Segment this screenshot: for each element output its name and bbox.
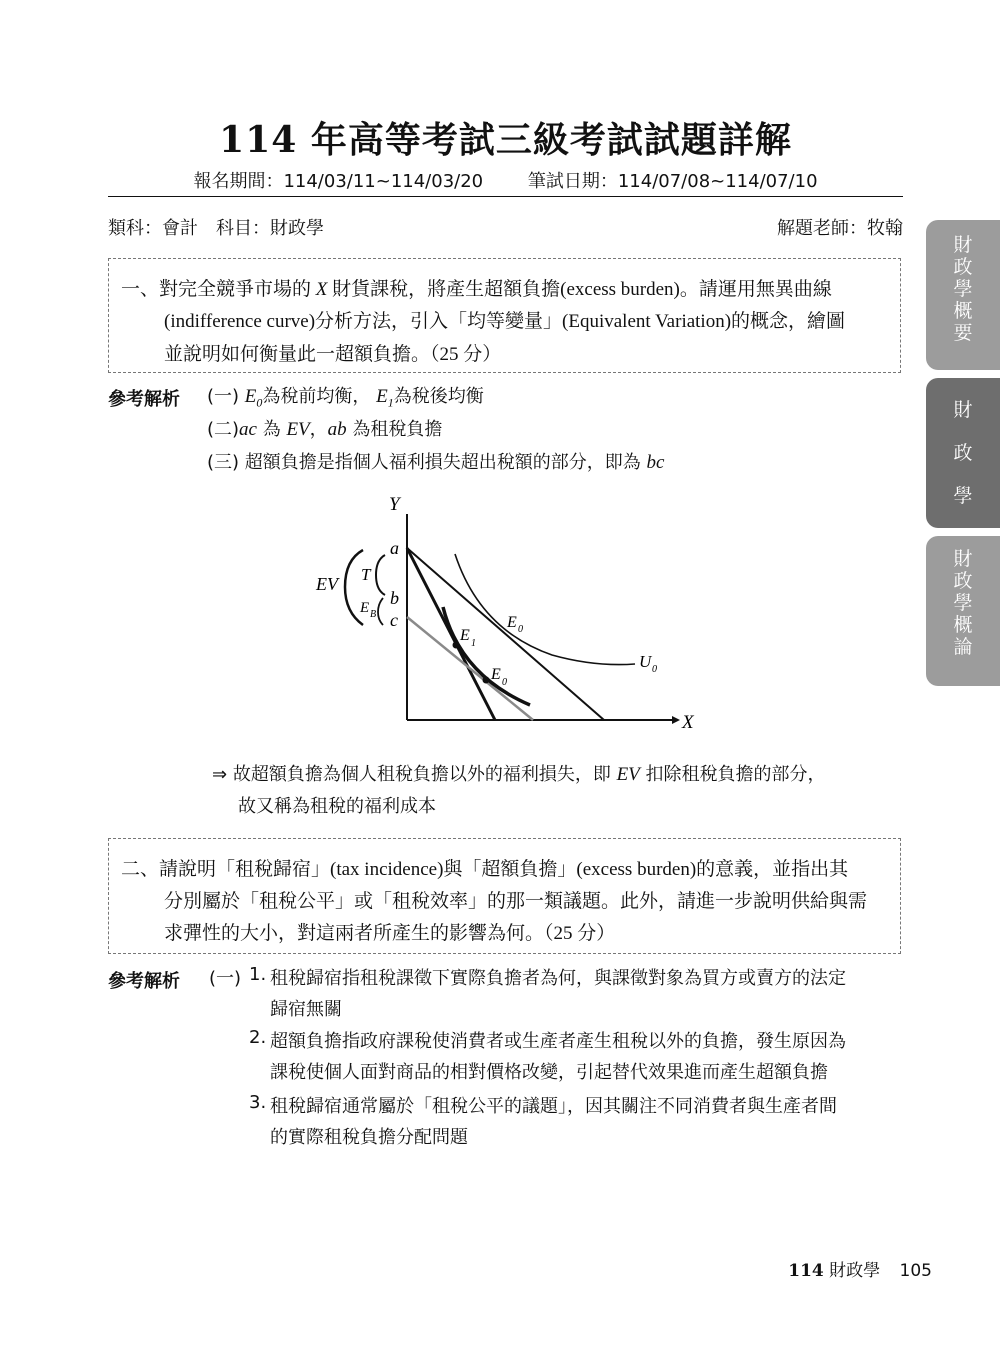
point-a-label: a: [390, 538, 399, 558]
question-1-line-1: 一、對完全競爭市場的 X 財貨課稅，將產生超額負擔(excess burden)。請運用無異曲線: [121, 279, 832, 300]
answer-2-item-1-number: 1.: [249, 964, 267, 985]
answer-2-item-1-line-2: 歸宿無關: [270, 999, 342, 1020]
e0-low-sub-label: 0: [502, 677, 507, 688]
eb-sub-label: B: [370, 609, 377, 620]
x-axis-arrow: [672, 716, 680, 724]
x-axis-label: X: [682, 712, 694, 733]
page-number: 105: [899, 1261, 932, 1281]
e0-low-label: E: [491, 666, 501, 683]
e0-low-point: [483, 677, 490, 684]
answer-1-conclusion-line-1: ⇒ 故超額負擔為個人租稅負擔以外的福利損失，即 EV 扣除租稅負擔的部分，: [212, 764, 826, 785]
answer-2-item-3-line-2: 的實際租稅負擔分配問題: [270, 1127, 468, 1148]
side-tab-char: 學: [953, 592, 973, 614]
answer-1-point-3: (三) 超額負擔是指個人福利損失超出稅額的部分，即為 bc: [207, 452, 665, 473]
e0-top-sub-label: 0: [518, 624, 523, 635]
side-tab-char: 學: [953, 278, 973, 300]
ev-label: EV: [316, 574, 338, 594]
side-tab-char: 概: [953, 300, 973, 322]
question-2-line-2: 分別屬於「租稅公平」或「租稅效率」的那一類議題。此外，請進一步說明供給與需: [164, 891, 868, 912]
t-label: T: [361, 565, 371, 584]
e1-point: [453, 642, 460, 649]
page-title: 114 年高等考試三級考試試題詳解: [219, 119, 792, 161]
answer-2-item-1-line-1: 租稅歸宿指租稅課徵下實際負擔者為何，與課徵對象為買方或賣方的法定: [270, 968, 846, 989]
answer-2-item-3-number: 3.: [249, 1092, 267, 1113]
side-tab-char: 政: [953, 441, 973, 464]
footer-book: 114: [788, 1261, 824, 1281]
side-tab-char: 政: [953, 256, 973, 278]
answer-1-point-1: (一) $E_0$為稅前均衡， $E_1$為稅後均衡: [207, 386, 484, 410]
side-tab-char: 政: [953, 570, 973, 592]
question-1-line-3: 並說明如何衡量此一超額負擔。（25 分）: [164, 344, 502, 365]
side-tab-char: 財: [953, 234, 973, 256]
side-tab-finance-intro[interactable]: [926, 536, 1000, 686]
eb-label: E: [360, 600, 370, 616]
side-tab-char: 財: [953, 398, 973, 421]
answer-1-point-2: (二)ac 為 EV，ab 為租稅負擔: [207, 419, 443, 440]
e1-sub-label: 1: [471, 638, 476, 649]
point-c-label: c: [390, 610, 398, 630]
e1-label: E: [460, 627, 470, 644]
exam-date: 筆試日期：114/07/08~114/07/10: [527, 171, 818, 192]
page-footer: [788, 1256, 932, 1281]
point-b-label: b: [390, 588, 399, 608]
question-2-line-3: 求彈性的大小，對這兩者所產生的影響為何。（25 分）: [164, 923, 616, 944]
indifference-curve-u0: [455, 554, 635, 665]
u0-sub-label: 0: [652, 664, 657, 675]
answer-2-label: 參考解析: [108, 971, 180, 992]
signup-period: 報名期間：114/03/11~114/03/20: [193, 171, 484, 192]
question-1-line-2: (indifference curve)分析方法，引入「均等變量」(Equivalent Variation)的概念，繪圖: [164, 311, 846, 332]
category-subject: 類科：會計 科目：財政學: [108, 218, 324, 239]
eb-brace: [378, 598, 383, 625]
teacher: 解題老師：牧翰: [777, 218, 903, 239]
e0-top-label: E: [507, 614, 517, 631]
answer-1-label: 參考解析: [108, 389, 180, 410]
answer-1-conclusion-line-2: 故又稱為租稅的福利成本: [238, 796, 436, 817]
side-tab-char: 概: [953, 614, 973, 636]
side-tab-finance-outline[interactable]: [926, 220, 1000, 370]
question-2-line-1: 二、請說明「租稅歸宿」(tax incidence)與「超額負擔」(excess burden)的意義，並指出其: [121, 859, 849, 880]
answer-2-item-2-line-2: 課稅使個人面對商品的相對價格改變，引起替代效果進而產生超額負擔: [270, 1062, 828, 1083]
side-tab-char: 論: [953, 636, 973, 658]
side-tab-char: 財: [953, 548, 973, 570]
side-tab-finance[interactable]: [926, 378, 1000, 528]
ev-budget-line: [407, 617, 533, 720]
t-brace: [376, 555, 385, 595]
answer-2-item-3-line-1: 租稅歸宿通常屬於「租稅公平的議題」，因其關注不同消費者與生產者間: [270, 1096, 837, 1117]
header-rule: [108, 196, 903, 197]
side-tab-char: 要: [953, 322, 973, 344]
side-tab-char: 學: [953, 485, 973, 508]
footer-subject: 財政學: [829, 1261, 881, 1281]
answer-2-item-2-number: 2.: [249, 1027, 267, 1048]
indifference-curve-diagram: [300, 490, 720, 740]
y-axis-label: Y: [389, 494, 400, 515]
u0-label: U: [639, 652, 652, 671]
exam-dates: [108, 167, 903, 193]
answer-2-section-1: (一): [209, 968, 242, 989]
answer-2-item-2-line-1: 超額負擔指政府課稅使消費者或生產者產生租稅以外的負擔，發生原因為: [270, 1031, 846, 1052]
